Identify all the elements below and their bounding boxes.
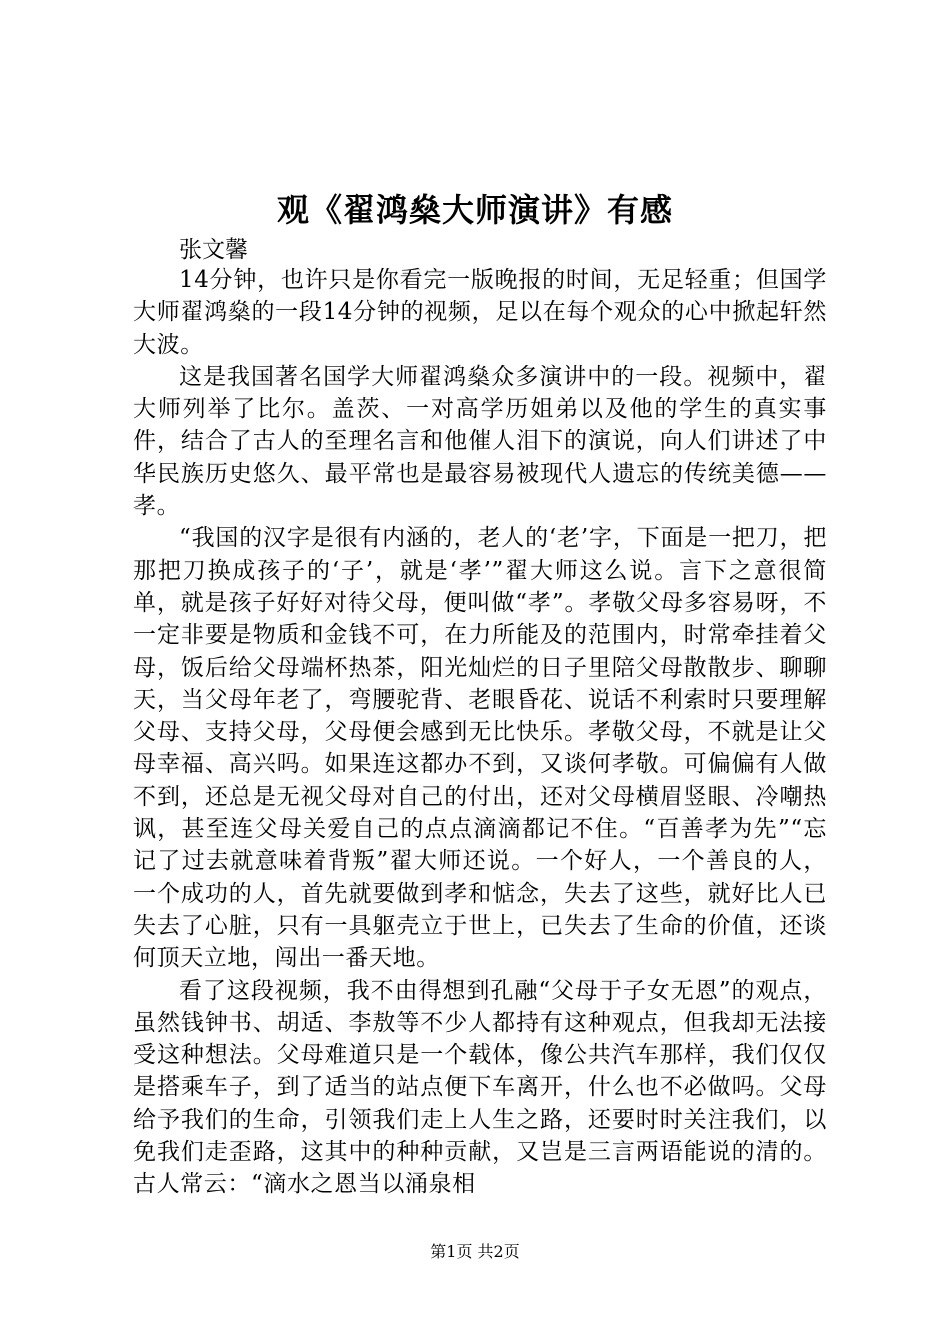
paragraph: 14分钟，也许只是你看完一版晚报的时间，无足轻重；但国学大师翟鸿燊的一段14分钟的视频，足以在每个观众的心中掀起轩然大波。 [133,267,827,358]
paragraph: 看了这段视频，我不由得想到孔融“父母于子女无恩”的观点，虽然钱钟书、胡适、李敖等不少人都持有这种观点，但我却无法接受这种想法。父母难道只是一个载体，像公共汽车那样，我们仅仅是搭乘车子，到了适当的站点便下车离开，什么也不必做吗。父母给予我们的生命，引领我们走上人生之路，还要时时关注我们，以免我们走歪路，这其中的种种贡献，又岂是三言两语能说的清的。古人常云：“滴水之恩当以涌泉相 [133,977,827,1198]
author-name: 张文馨 [179,237,248,263]
page-footer: 第1页 共2页 [430,1242,520,1261]
paragraph: 这是我国著名国学大师翟鸿燊众多演讲中的一段。视频中，翟大师列举了比尔。盖茨、一对高学历姐弟以及他的学生的真实事件，结合了古人的至理名言和他催人泪下的演说，向人们讲述了中华民族历史悠久、最平常也是最容易被现代人遗忘的传统美德——孝。 [133,363,827,520]
document-body [133,264,827,1201]
paragraph: “我国的汉字是很有内涵的，老人的‘老’字，下面是一把刀，把那把刀换成孩子的‘子’，就是‘孝’”翟大师这么说。言下之意很简单，就是孩子好好对待父母，便叫做“孝”。孝敬父母多容易呀，不一定非要是物质和金钱不可，在力所能及的范围内，时常牵挂着父母，饭后给父母端杯热茶，阳光灿烂的日子里陪父母散散步、聊聊天，当父母年老了，弯腰驼背、老眼昏花、说话不利索时只要理解父母、支持父母，父母便会感到无比快乐。孝敬父母，不就是让父母幸福、高兴吗。如果连这都办不到，又谈何孝敬。可偏偏有人做不到，还总是无视父母对自己的付出，还对父母横眉竖眼、冷嘲热讽，甚至连父母关爱自己的点点滴滴都记不住。“百善孝为先”“忘记了过去就意味着背叛”翟大师还说。一个好人，一个善良的人，一个成功的人，首先就要做到孝和惦念，失去了这些，就好比人已失去了心脏，只有一具躯壳立于世上，已失去了生命的价值，还谈何顶天立地，闯出一番天地。 [133,525,827,972]
document-title: 观《翟鸿燊大师演讲》有感 [276,191,673,229]
